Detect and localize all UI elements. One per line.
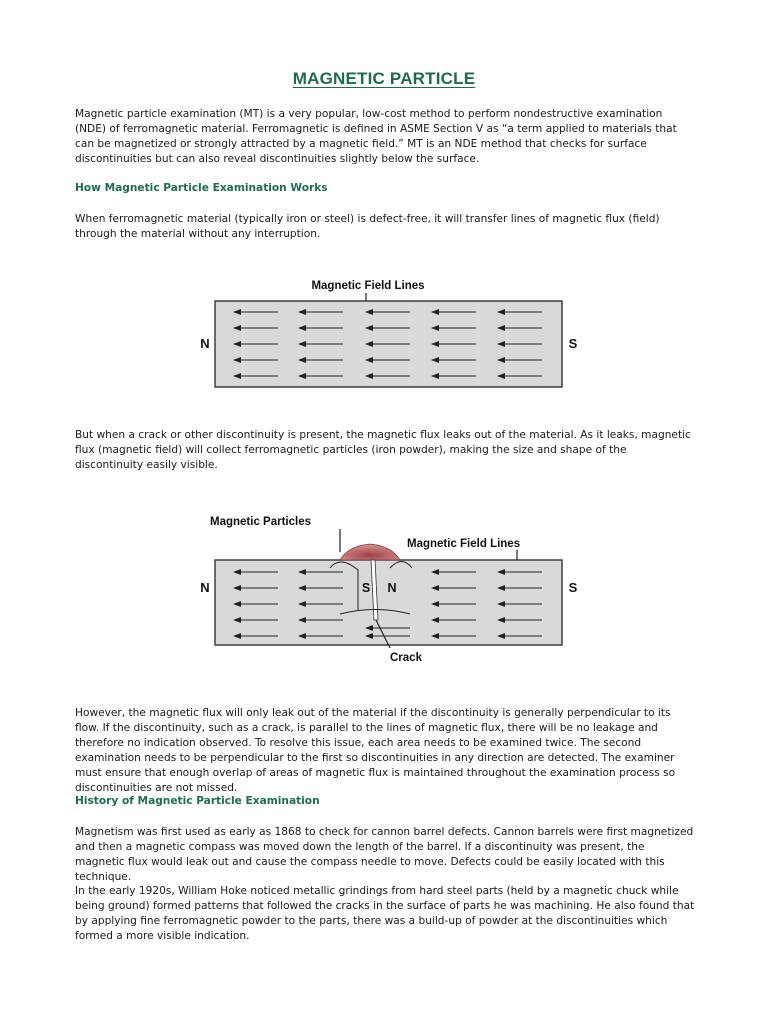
- particles-label: Magnetic Particles: [210, 516, 311, 528]
- south-pole-label: S: [568, 336, 578, 351]
- cracked-steel-bar: [215, 560, 562, 645]
- figure-field-lines: [190, 272, 590, 397]
- north-pole-label: N: [200, 336, 210, 351]
- history-paragraph-2: In the early 1920s, William Hoke noticed metallic grindings from hard steel parts (held by a magnetic chuck while being ground) formed patterns that followed the cracks in the surface of parts he was machining. He also found that by applying fine ferromagnetic powder to the parts, there was a build-up of powder at the discontinuities which formed a more visible indication.: [75, 885, 695, 942]
- defect-free-paragraph: When ferromagnetic material (typically iron or steel) is defect-free, it will transfer lines of magnetic flux (field) through the material without any interruption.: [75, 213, 660, 240]
- particle-buildup: [340, 544, 400, 560]
- south-pole-label-2: S: [568, 580, 578, 595]
- field-lines-label-2: Magnetic Field Lines: [407, 538, 521, 550]
- intro-paragraph: Magnetic particle examination (MT) is a very popular, low-cost method to perform nondestructive examination (NDE) of ferromagnetic material. Ferromagnetic is defined in ASME Section V as “a term applied to materials that can be magnetized or strongly attracted by a magnetic field.” MT is an NDE method that checks for surface discontinuities but can also reveal discontinuities slightly below the surface.: [75, 108, 677, 165]
- crack-south-label: S: [361, 581, 371, 595]
- history-paragraph-1: Magnetism was first used as early as 1868 to check for cannon barrel defects. Cannon barrels were first magnetized and then a magnetic compass was moved down the length of the barrel. If a discontinuity was present, the magnetic flux would leak out and cause the compass needle to move. Defects could be easily located with this technique.: [75, 826, 694, 883]
- figure-crack-leakage: [190, 510, 590, 670]
- north-pole-label-2: N: [200, 580, 210, 595]
- crack-north-label: N: [387, 581, 397, 595]
- crack-leakage-paragraph: But when a crack or other discontinuity is present, the magnetic flux leaks out of the material. As it leaks, magnetic flux (magnetic field) will collect ferromagnetic particles (iron powder), making the size and shape of the discontinuity easily visible.: [75, 429, 691, 471]
- section-heading-history: History of Magnetic Particle Examination: [75, 795, 320, 807]
- perpendicular-paragraph: However, the magnetic flux will only leak out of the material if the discontinuity is generally perpendicular to its flow. If the discontinuity, such as a crack, is parallel to the lines of magnetic flux, there will be no leakage and therefore no indication observed. To resolve this issue, each area needs to be examined twice. The second examination needs to be perpendicular to the first so discontinuities in any direction are detected. The examiner must ensure that enough overlap of areas of magnetic flux is maintained throughout the examination process so discontinuities are not missed.: [75, 707, 676, 794]
- document-title: MAGNETIC PARTICLE: [292, 69, 476, 88]
- section-heading-how-it-works: How Magnetic Particle Examination Works: [75, 182, 328, 194]
- crack-label: Crack: [390, 652, 422, 664]
- field-lines-label: Magnetic Field Lines: [311, 280, 425, 292]
